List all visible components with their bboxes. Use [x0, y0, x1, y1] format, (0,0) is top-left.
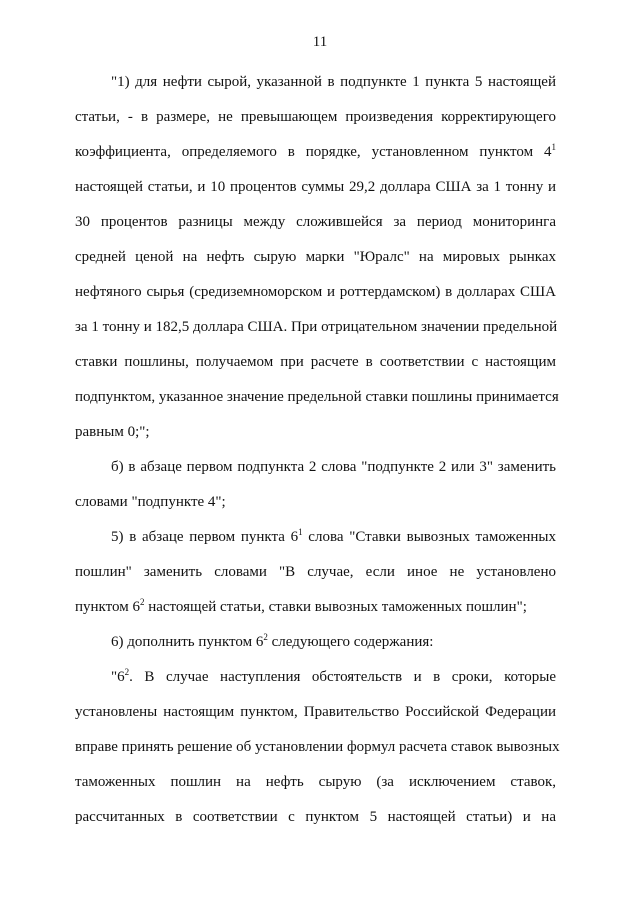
- text-line: пунктом $6^2$ настоящей статьи, ставки вывозных таможенных пошлин";: [75, 597, 527, 615]
- text-line: пошлин" заменить словами "В случае, если иное не установлено: [75, 564, 556, 580]
- text-line: ставки пошлины, получаемом при расчете в соответствии с настоящим: [75, 354, 556, 370]
- text-line: б) в абзаце первом подпункта 2 слова "подпункте 2 или 3" заменить: [111, 459, 556, 475]
- superscript: 2: [124, 667, 130, 677]
- text-line: 6) дополнить пунктом $6^2$ следующего содержания:: [111, 632, 434, 650]
- text-line: 30 процентов разницы между сложившейся за период мониторинга: [75, 214, 556, 230]
- text-line: рассчитанных в соответствии с пунктом 5 настоящей статьи) и на: [75, 809, 556, 825]
- text-line: подпунктом, указанное значение предельной ставки пошлины принимается: [75, 389, 559, 405]
- text-line: "$6^2$. В случае наступления обстоятельств и в сроки, которые: [111, 667, 556, 685]
- text-line: вправе принять решение об установлении формул расчета ставок вывозных: [75, 739, 560, 755]
- text-line: настоящей статьи, и 10 процентов суммы 29,2 доллара США за 1 тонну и: [75, 179, 556, 195]
- superscript: 1: [551, 142, 556, 152]
- text-line: равным 0;";: [75, 424, 150, 440]
- superscript: 2: [139, 597, 145, 607]
- text-line: статьи, - в размере, не превышающем произведения корректирующего: [75, 109, 556, 125]
- text-line: нефтяного сырья (средиземноморском и роттердамском) в долларах США: [75, 284, 556, 300]
- superscript: 2: [263, 632, 268, 642]
- page-number: 11: [312, 34, 328, 50]
- text-line: средней ценой на нефть сырую марки "Юралс" на мировых рынках: [75, 249, 556, 265]
- text-line: 5) в абзаце первом пункта $6^1$ слова "Ставки вывозных таможенных: [111, 527, 556, 545]
- text-line: словами "подпункте 4";: [75, 494, 226, 510]
- text-line: установлены настоящим пунктом, Правительство Российской Федерации: [75, 704, 556, 720]
- text-line: "1) для нефти сырой, указанной в подпункте 1 пункта 5 настоящей: [111, 74, 556, 90]
- superscript: 1: [298, 527, 303, 537]
- text-line: за 1 тонну и 182,5 доллара США. При отрицательном значении предельной: [75, 319, 558, 335]
- text-line: коэффициента, определяемого в порядке, установленном пунктом $4^1$: [75, 142, 556, 160]
- text-line: таможенных пошлин на нефть сырую (за исключением ставок,: [75, 774, 556, 790]
